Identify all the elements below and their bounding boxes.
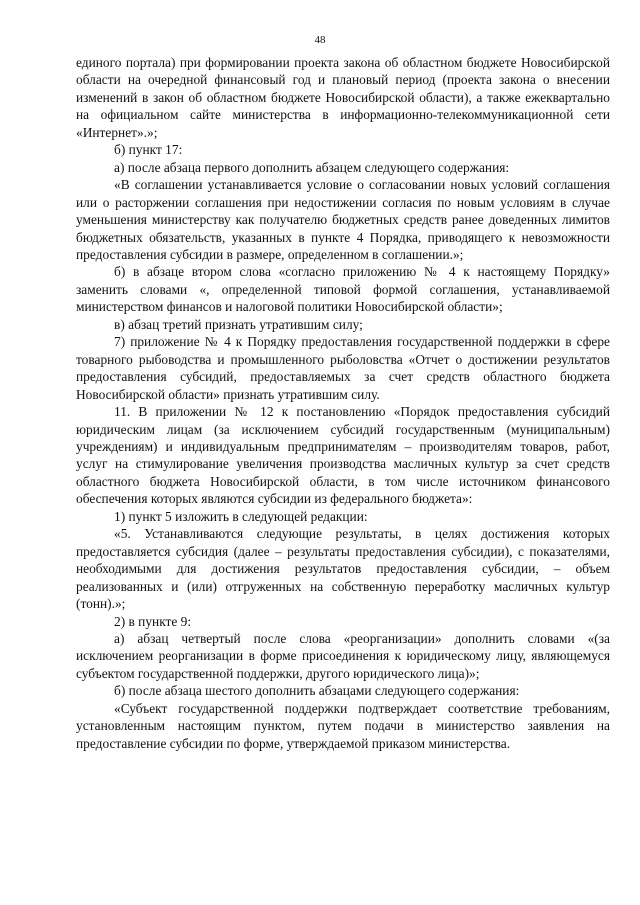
paragraph: «Субъект государственной поддержки подтверждает соответствие требованиям, установленным настоящим пунктом, путем подачи в министерство заявления на предоставление субсидии по форме, утверждаемой приказом министерства. (76, 700, 610, 751)
paragraph: единого портала) при формировании проекта закона об областном бюджете Новосибирской области на очередной финансовый год и плановый период (проекта закона о внесении изменений в закон об областном бюджете Новосибирской области), а также ежеквартально на официальном сайте министерства в информационно-телекоммуникационной сети «Интернет».»; (76, 55, 610, 140)
paragraph: 7) приложение № 4 к Порядку предоставления государственной поддержки в сфере товарного рыбоводства и промышленного рыболовства «Отчет о достижении результатов предоставления субсидий, предоставляемых за счет средств областного бюджета Новосибирской области» признать утратившим силу. (76, 334, 610, 402)
paragraph: а) абзац четвертый после слова «реорганизации» дополнить словами «(за исключением реорганизации в форме присоединения к юридическому лицу, являющемуся субъектом государственной поддержки, другого юридического лица)»; (76, 630, 610, 681)
paragraph: б) в абзаце втором слова «согласно приложению № 4 к настоящему Порядку» заменить словами «, определенной типовой формой соглашения, устанавливаемой министерством финансов и налоговой политики Новосибирской области»; (76, 264, 610, 315)
paragraph: а) после абзаца первого дополнить абзацем следующего содержания: (114, 159, 510, 175)
document-body (76, 54, 610, 752)
paragraph: 1) пункт 5 изложить в следующей редакции: (114, 508, 368, 524)
page-number: 48 (314, 34, 326, 46)
paragraph: «5. Устанавливаются следующие результаты, в целях достижения которых предоставляется субсидия (далее – результаты предоставления субсидии), с показателями, необходимыми для достижения результатов предоставления субсидии, – объем реализованных и (или) отгруженных на собственную переработку масличных культур (тонн).»; (76, 526, 610, 612)
paragraph: б) после абзаца шестого дополнить абзацами следующего содержания: (114, 683, 520, 699)
paragraph: 2) в пункте 9: (114, 613, 192, 629)
paragraph: в) абзац третий признать утратившим силу; (114, 316, 363, 332)
paragraph: 11. В приложении № 12 к постановлению «Порядок предоставления субсидий юридическим лицам (за исключением субсидий государственным (муниципальным) учреждениям) и индивидуальным предпринимателям – производителям товаров, работ, услуг на стимулирование увеличения производства масличных культур за счет средств областного бюджета Новосибирской области, в том числе источником финансового обеспечения которых являются субсидии из федерального бюджета»: (76, 404, 610, 507)
paragraph: б) пункт 17: (114, 142, 183, 158)
paragraph: «В соглашении устанавливается условие о согласовании новых условий соглашения или о расторжении соглашения при недостижении согласия по новым условиям в случае уменьшения министерству как получателю бюджетных средств ранее доведенных лимитов бюджетных обязательств, указанных в пункте 4 Порядка, приводящего к невозможности предоставления субсидии в размере, определенном в соглашении.»; (76, 177, 610, 262)
